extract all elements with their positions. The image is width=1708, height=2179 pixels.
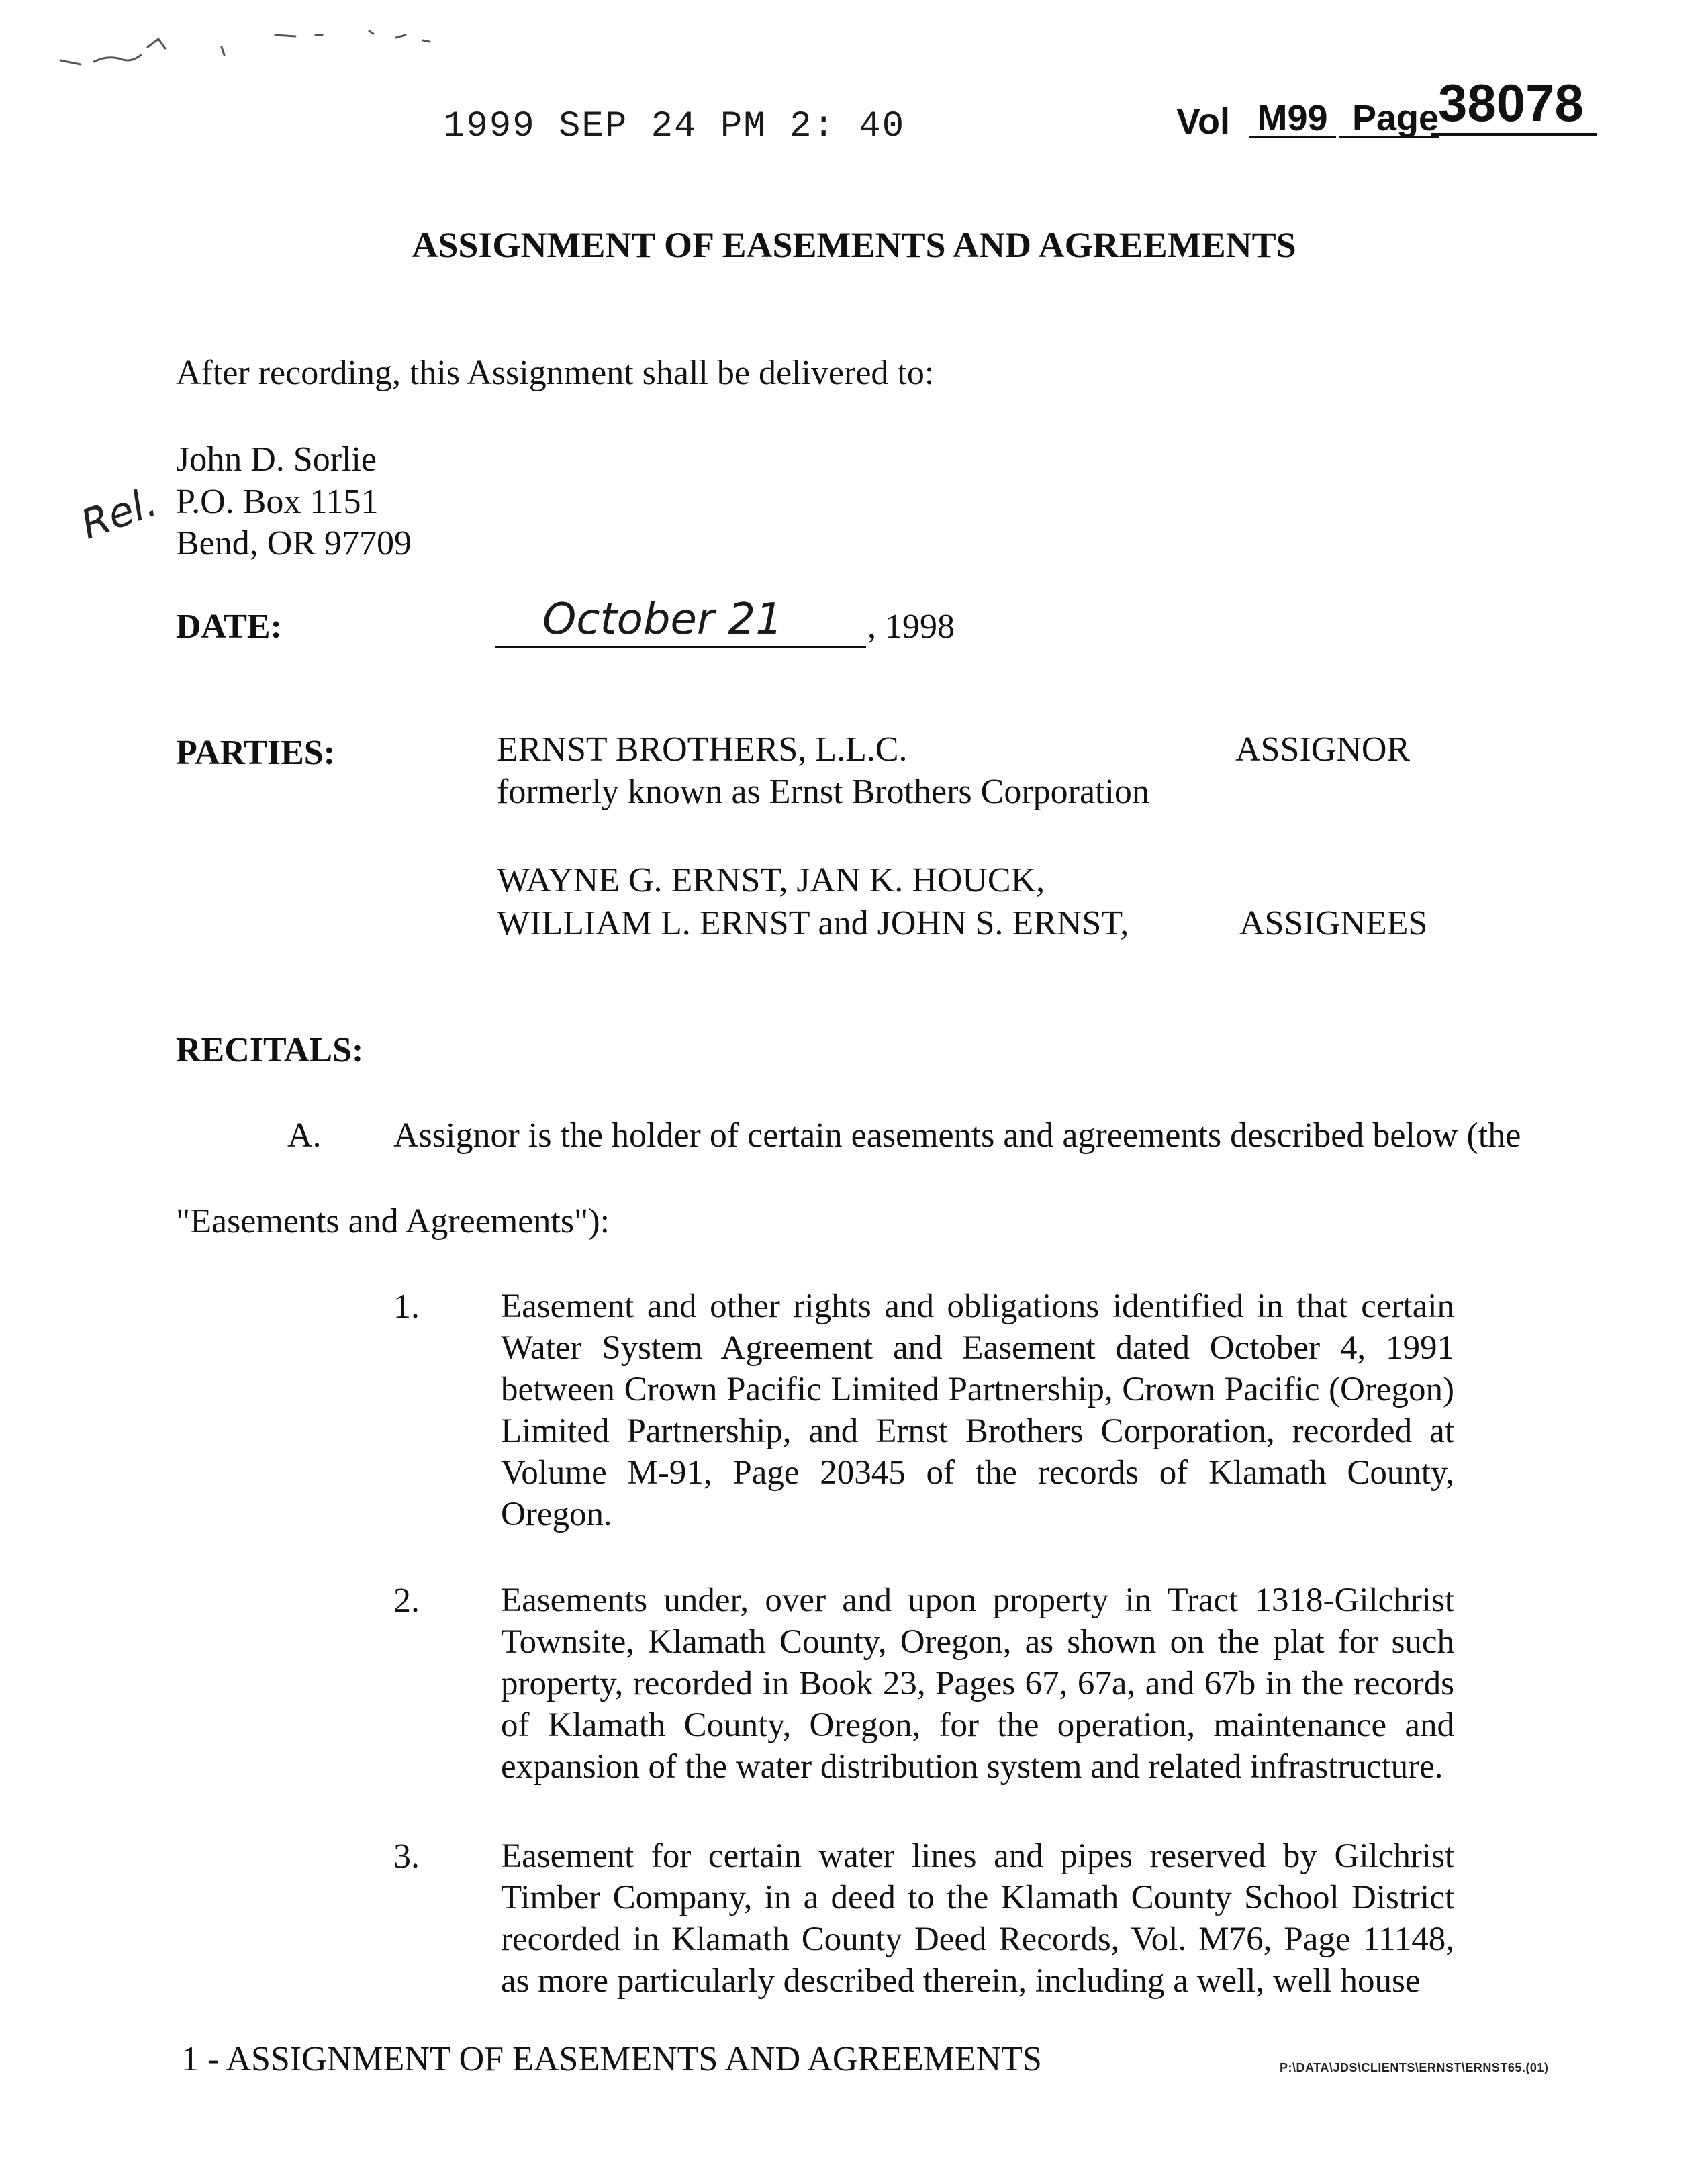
- parties-label: PARTIES:: [176, 734, 336, 772]
- recital-a-continuation: "Easements and Agreements"):: [176, 1202, 610, 1241]
- page-label: Page: [1339, 101, 1439, 138]
- handwritten-date: October 21: [542, 595, 783, 644]
- recital-a-label: A.: [287, 1116, 322, 1155]
- recording-timestamp-stamp: 1999 SEP 24 PM 2: 40: [443, 106, 906, 147]
- easement-item-number: 1.: [393, 1288, 420, 1326]
- delivery-instructions: After recording, this Assignment shall be delivered to:: [176, 354, 935, 392]
- assignees-names-line1: WAYNE G. ERNST, JAN K. HOUCK,: [497, 861, 1045, 900]
- assignees-role: ASSIGNEES: [1239, 904, 1428, 942]
- date-year: , 1998: [867, 608, 955, 646]
- assignor-role: ASSIGNOR: [1235, 730, 1411, 769]
- marginal-handwritten-note: Rel.: [75, 478, 163, 549]
- assignees-names-line2: WILLIAM L. ERNST and JOHN S. ERNST,: [497, 904, 1129, 942]
- scan-artifact-marks: [20, 20, 490, 81]
- vol-value: M99: [1249, 101, 1336, 138]
- easement-item-text: Easement and other rights and obligations identified in that certain Water System Agreement and Easement dated October 4, 1991 between Crown Pacific Limited Partnership, Crown Pacific (Oregon) Limited Partnership, and Ernst Brothers Corporation, recorded at Volume M-91, Page 20345 of the records of Klamath County, Oregon.: [501, 1288, 1454, 1533]
- easement-item-text: Easements under, over and upon property in Tract 1318-Gilchrist Townsite, Klamath County, Oregon, as shown on the plat for such property, recorded in Book 23, Pages 67, 67a, and 67b in the records of Klamath County, Oregon, for the operation, maintenance and expansion of the water distribution system and related infrastructure.: [501, 1582, 1454, 1786]
- footer-page-label: 1 - ASSIGNMENT OF EASEMENTS AND AGREEMENTS: [181, 2040, 1042, 2078]
- recipient-city: Bend, OR 97709: [176, 524, 412, 563]
- recipient-po-box: P.O. Box 1151: [176, 483, 379, 521]
- recitals-heading: RECITALS:: [176, 1031, 364, 1069]
- recipient-name: John D. Sorlie: [176, 440, 377, 479]
- date-label: DATE:: [176, 608, 282, 646]
- page-number: 38078: [1431, 72, 1597, 136]
- assignor-name: ERNST BROTHERS, L.L.C.: [497, 730, 908, 769]
- date-signature-line: [495, 595, 866, 648]
- recital-a-text: Assignor is the holder of certain easements and agreements described below (the: [393, 1116, 1521, 1155]
- vol-label: Vol: [1176, 101, 1230, 142]
- easement-item-number: 2.: [393, 1582, 420, 1620]
- footer-file-path: P:\DATA\JDS\CLIENTS\ERNST\ERNST65.(01): [1280, 2061, 1549, 2074]
- document-title: ASSIGNMENT OF EASEMENTS AND AGREEMENTS: [412, 225, 1296, 265]
- easement-item-number: 3.: [393, 1837, 420, 1876]
- assignor-former-name: formerly known as Ernst Brothers Corporation: [497, 773, 1149, 811]
- easement-item-text: Easement for certain water lines and pipes reserved by Gilchrist Timber Company, in a deed to the Klamath County School District recorded in Klamath County Deed Records, Vol. M76, Page 11148, as more particularly described therein, including a well, well house: [501, 1837, 1454, 2000]
